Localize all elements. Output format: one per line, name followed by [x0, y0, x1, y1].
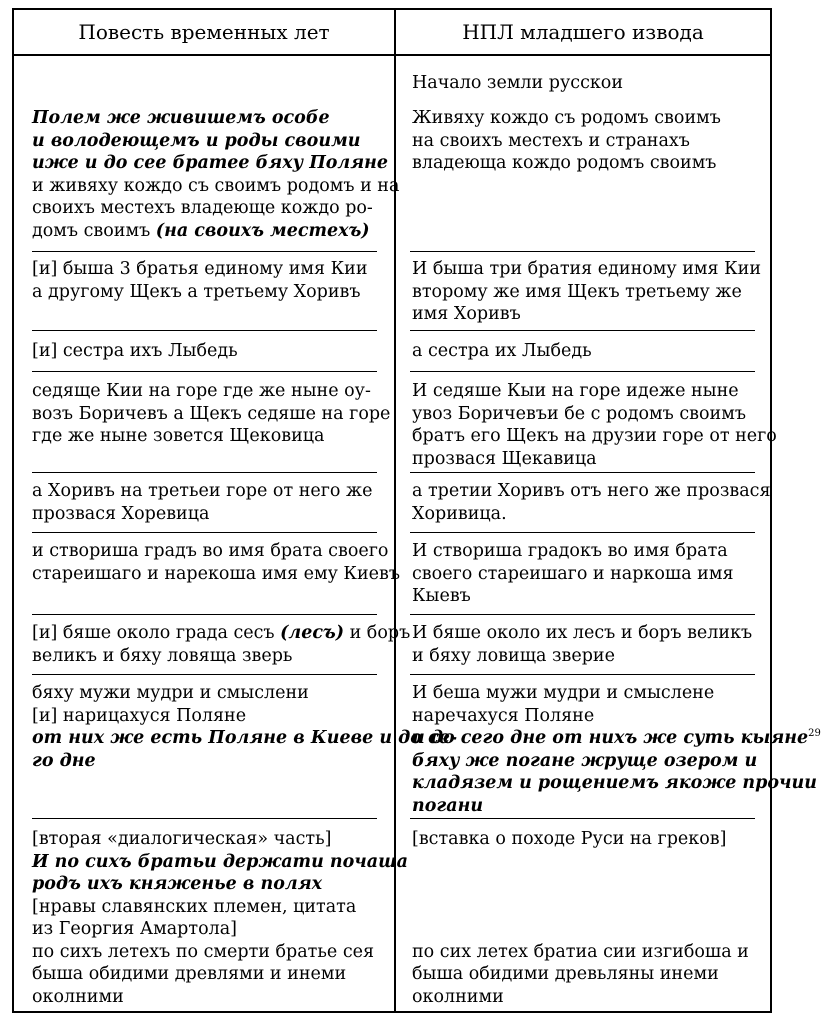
line-text: И створиша градокъ во имя брата	[412, 541, 728, 561]
text-line	[32, 107, 399, 130]
line-text: Хоривица.	[412, 503, 507, 524]
line-text: великъ и бяху ловяща зверь	[32, 645, 293, 666]
text-line	[32, 403, 390, 426]
line-text: погани	[412, 795, 484, 816]
line-text: бяху мужи мудри и смыслени	[32, 683, 309, 703]
line-text: [вставка о походе Руси на греков]	[412, 829, 727, 849]
line-text: на своихъ местехъ и странахъ	[412, 130, 690, 151]
cell-pvl	[32, 107, 399, 242]
line-text: и бяху ловища зверие	[412, 645, 615, 666]
line-text: владеюща кождо родомъ своимъ	[412, 153, 717, 173]
text-line	[412, 963, 749, 986]
text-line	[412, 503, 771, 526]
row-separator	[410, 674, 755, 675]
text-line	[412, 152, 721, 175]
comparison-table	[12, 8, 821, 1013]
line-text: И беша мужи мудри и смыслене	[412, 683, 715, 703]
row-separator	[410, 532, 755, 533]
line-tail: и боръ	[344, 623, 411, 643]
line-text: наречахуся Поляне	[412, 705, 595, 726]
line-text: Полем же живишемъ особе	[32, 108, 330, 128]
text-line	[32, 281, 368, 304]
line-text	[412, 897, 418, 917]
line-text: а третии Хоривъ отъ него же прозвася	[412, 481, 771, 501]
cell-pvl	[32, 828, 408, 1008]
header-left: Повесть временных лет	[78, 20, 330, 44]
row-separator	[410, 472, 755, 473]
text-line	[412, 682, 821, 705]
line-text: быша обидими древлями и инеми	[32, 964, 347, 984]
cell-pvl	[32, 682, 457, 772]
text-line	[32, 986, 408, 1009]
cell-pvl	[32, 380, 390, 448]
line-text	[412, 919, 418, 939]
line-text: околними	[412, 986, 504, 1007]
text-line	[32, 705, 457, 728]
row-separator	[410, 251, 755, 252]
line-text: бяху же погане жруще озером и	[412, 750, 758, 771]
text-line	[32, 175, 399, 198]
cell-pvl	[32, 480, 372, 525]
line-text: своего стареишаго и наркоша имя	[412, 563, 734, 584]
text-line	[412, 941, 749, 964]
text-line	[412, 72, 623, 95]
row-separator	[32, 251, 377, 252]
text-line	[32, 152, 399, 175]
text-line	[32, 873, 408, 896]
line-text: прозвася Щекавица	[412, 448, 597, 469]
line-text: и володеющемъ и роды своими	[32, 130, 361, 151]
cell-pvl	[32, 340, 238, 363]
text-line	[32, 425, 390, 448]
row-separator	[32, 818, 377, 819]
line-text: И по сихъ братьи держати почаша	[32, 851, 408, 872]
line-text: И быша три братия единому имя Кии	[412, 259, 762, 279]
cell-npl	[412, 828, 749, 1008]
cell-pvl	[32, 258, 368, 303]
italic-insert: (лесъ)	[280, 623, 344, 643]
line-text: а Хоривъ на третьеи горе от него же	[32, 481, 373, 501]
text-line	[32, 682, 457, 705]
text-line	[412, 585, 734, 608]
text-line	[32, 380, 390, 403]
line-text: [нравы славянских племен, цитата	[32, 896, 357, 917]
cell-npl	[412, 540, 734, 608]
text-line	[412, 303, 761, 326]
text-line	[32, 727, 457, 750]
line-text: возъ Боричевъ а Щекъ седяше на горе	[32, 403, 391, 424]
text-line	[32, 896, 408, 919]
line-text: иже и до сее братее бяху Поляне	[32, 153, 389, 173]
text-line	[412, 986, 749, 1009]
italic-insert: (на своихъ местехъ)	[155, 220, 370, 241]
line-text: седяще Кии на горе где же ныне оу-	[32, 381, 371, 401]
cell-npl	[412, 72, 623, 95]
text-line	[412, 727, 821, 750]
text-line	[32, 220, 399, 243]
text-line	[412, 281, 761, 304]
cell-npl	[412, 258, 761, 326]
line-text: го дне	[32, 750, 96, 771]
text-line	[412, 425, 777, 448]
line-text: увоз Боричевъи бе с родомъ своимъ	[412, 403, 746, 424]
row-separator	[410, 818, 755, 819]
text-line	[412, 622, 752, 645]
row-separator	[410, 371, 755, 372]
cell-pvl	[32, 622, 410, 667]
line-text	[412, 874, 418, 894]
line-text: братъ его Щекъ на друзии горе от него	[412, 426, 777, 446]
header-right: НПЛ младшего извода	[462, 20, 704, 44]
text-line	[32, 963, 408, 986]
line-text: прозвася Хоревица	[32, 503, 210, 524]
cell-npl	[412, 682, 821, 817]
line-text: [и] быша 3 братья единому имя Кии	[32, 259, 368, 279]
cell-npl	[412, 480, 771, 525]
row-separator	[32, 472, 377, 473]
cell-npl	[412, 107, 721, 175]
line-text: И бяше около их лесъ и боръ великъ	[412, 623, 753, 643]
line-text: быша обидими древьляны инеми	[412, 964, 719, 984]
line-text: по сих летех братиа сии изгибоша и	[412, 941, 749, 962]
line-text: И седяше Кыи на горе идеже ныне	[412, 381, 739, 401]
text-line	[32, 851, 408, 874]
line-text: и до сего дне от нихъ же суть кыяне	[412, 728, 809, 748]
text-line	[412, 403, 777, 426]
text-line	[412, 851, 749, 874]
cell-npl	[412, 380, 777, 470]
text-line	[412, 563, 734, 586]
line-text: [и] нарицахуся Поляне	[32, 705, 247, 726]
header-divider	[14, 54, 770, 56]
text-line	[412, 258, 761, 281]
text-line	[412, 828, 749, 851]
row-separator	[32, 330, 377, 331]
text-line	[32, 480, 372, 503]
line-text: околними	[32, 986, 124, 1007]
text-line	[32, 540, 400, 563]
text-line	[32, 258, 368, 281]
text-line	[32, 918, 408, 941]
line-text: [вторая «диалогическая» часть]	[32, 829, 332, 849]
text-line	[412, 107, 721, 130]
text-line	[412, 772, 821, 795]
line-text: кладязем и рощениемъ якоже прочии	[412, 773, 818, 793]
text-line	[412, 448, 777, 471]
text-line	[32, 750, 457, 773]
line-text: домъ своимъ	[32, 220, 156, 241]
line-text: стареишаго и нарекоша имя ему Киевъ	[32, 563, 400, 584]
line-text: Начало земли русскои	[412, 73, 624, 93]
footnote-marker: 29	[808, 728, 821, 740]
row-separator	[410, 614, 755, 615]
line-text: из Георгия Амартола]	[32, 919, 237, 939]
line-text: от них же есть Поляне в Киеве и до се-	[32, 728, 458, 748]
line-text: второму же имя Щекъ третьему же	[412, 281, 742, 302]
text-line	[412, 705, 821, 728]
line-text	[412, 852, 418, 872]
text-line	[32, 130, 399, 153]
row-separator	[410, 330, 755, 331]
line-text: Кыевъ	[412, 586, 471, 606]
line-text: по сихъ летехъ по смерти братье сея	[32, 941, 375, 962]
line-text: и живяху кождо съ своимъ родомъ и на	[32, 175, 400, 196]
line-text: [и] сестра ихъ Лыбедь	[32, 341, 238, 361]
text-line	[412, 795, 821, 818]
cell-npl	[412, 622, 752, 667]
text-line	[412, 130, 721, 153]
row-separator	[32, 614, 377, 615]
text-line	[32, 622, 410, 645]
line-text: Живяху кождо съ родомъ своимъ	[412, 108, 721, 128]
line-text: своихъ местехъ владеюще кождо ро-	[32, 198, 373, 218]
text-line	[412, 750, 821, 773]
text-line	[32, 197, 399, 220]
line-text: [и] бяше около града сесъ	[32, 623, 281, 643]
text-line	[32, 645, 410, 668]
text-line	[32, 340, 238, 363]
text-line	[412, 540, 734, 563]
text-line	[412, 896, 749, 919]
text-line	[32, 563, 400, 586]
cell-npl	[412, 340, 592, 363]
line-text: а сестра их Лыбедь	[412, 341, 592, 361]
text-line	[412, 918, 749, 941]
line-text: и створиша градъ во имя брата своего	[32, 541, 389, 561]
line-text: имя Хоривъ	[412, 304, 521, 324]
text-line	[412, 480, 771, 503]
text-line	[32, 828, 408, 851]
text-line	[32, 941, 408, 964]
text-line	[412, 340, 592, 363]
row-separator	[32, 674, 377, 675]
line-text: где же ныне зовется Щековица	[32, 426, 325, 446]
text-line	[32, 503, 372, 526]
line-text: а другому Щекъ а третьему Хоривъ	[32, 281, 361, 302]
row-separator	[32, 532, 377, 533]
text-line	[412, 645, 752, 668]
row-separator	[32, 371, 377, 372]
cell-pvl	[32, 540, 400, 585]
line-text: родъ ихъ княженье в полях	[32, 874, 323, 894]
text-line	[412, 380, 777, 403]
text-line	[412, 873, 749, 896]
